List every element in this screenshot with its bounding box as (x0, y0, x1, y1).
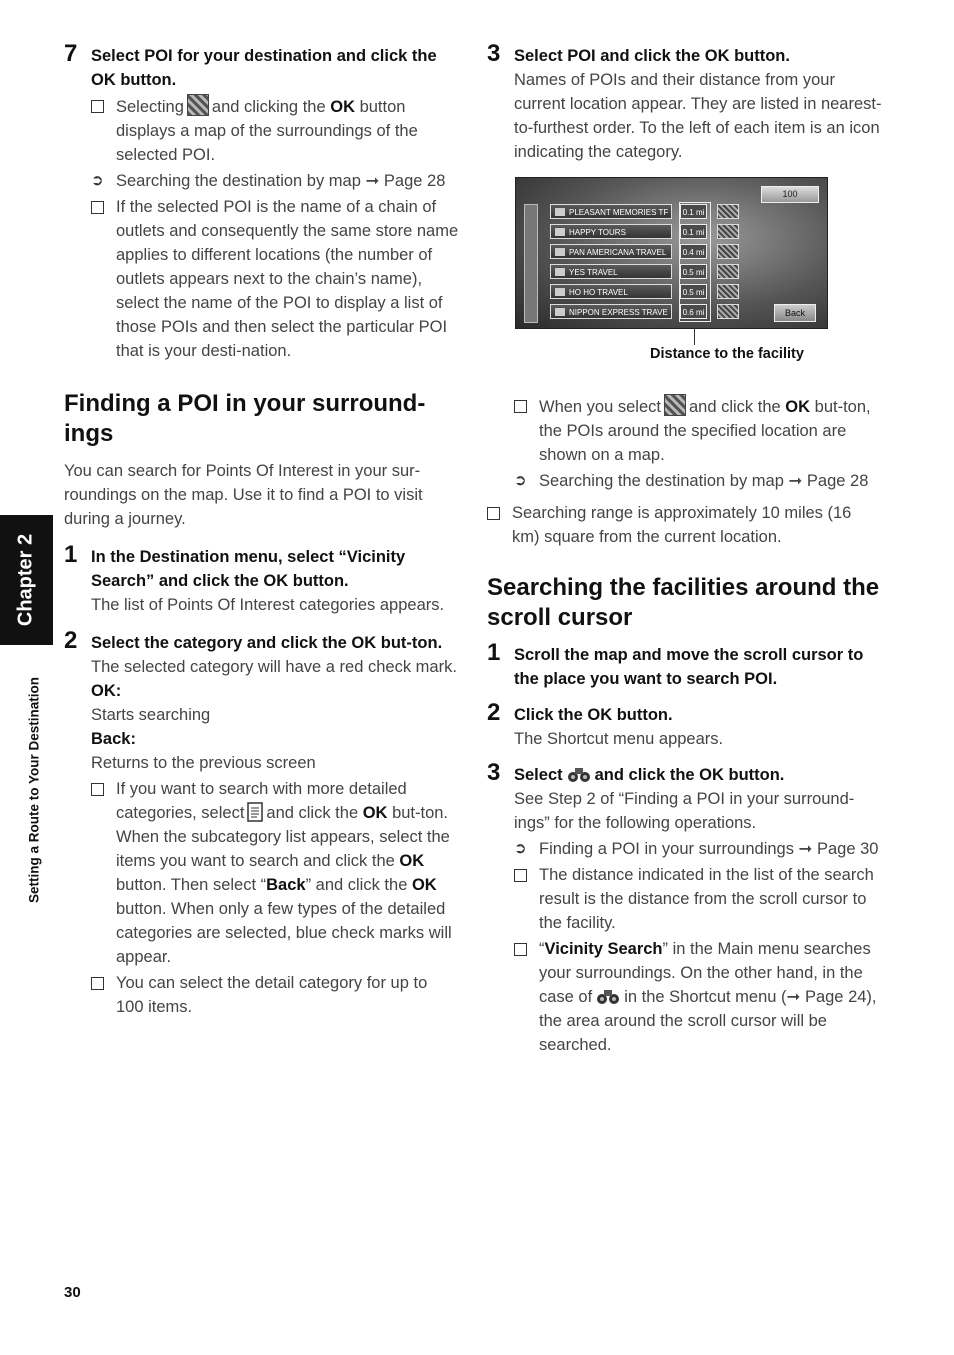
intro-text: You can search for Points Of Interest in your sur-roundings on the map. Use it to find a POI to visit during a journey. (64, 462, 423, 528)
poi-row[interactable] (550, 284, 740, 299)
map-icon[interactable] (717, 244, 739, 259)
step-title: Select POI for your destination and click the OK button. (91, 47, 437, 89)
map-icon[interactable] (717, 264, 739, 279)
category-icon (555, 308, 565, 316)
poi-name[interactable]: HO HO TRAVEL (550, 284, 672, 299)
poi-distance: 0.4 mi (680, 244, 707, 259)
step-3 (487, 40, 882, 164)
poi-row[interactable] (550, 244, 740, 259)
step-number: 3 (487, 40, 501, 67)
poi-row[interactable] (550, 204, 740, 219)
category-icon (555, 228, 565, 236)
note: Selecting and clicking the OK button displays a map of the surroundings of the selected POI. (91, 94, 459, 167)
section-heading: Finding a POI in your surround-ings (64, 390, 426, 447)
step-title: Click the OK button. (514, 706, 673, 724)
note: The distance indicated in the list of the search result is the distance from the scroll cursor to the facility. (514, 863, 882, 935)
category-icon (555, 248, 565, 256)
step-number: 2 (64, 627, 78, 654)
distance-callout: Distance to the facility (650, 346, 804, 362)
result-counter: 100 (761, 186, 819, 203)
back-button[interactable]: Back (774, 304, 816, 322)
scrollbar (524, 204, 538, 323)
step-body: The selected category will have a red check mark. (91, 658, 457, 676)
back-desc: Returns to the previous screen (91, 754, 316, 772)
category-icon (555, 208, 565, 216)
step-1 (487, 639, 882, 691)
arrow-bullet-icon: ➲ (91, 172, 104, 189)
section-label: Setting a Route to Your Destination (26, 676, 42, 904)
arrow-bullet-icon: ➲ (514, 840, 527, 857)
note: If the selected POI is the name of a chain of outlets and consequently the same store name applies to different locations (the number of outlets appears next to the chain’s name), select the name of the POI to display a list of those POIs and then select the particular POI that is your desti-nation. (91, 195, 459, 363)
step-body: Names of POIs and their distance from your current location appear. They are listed in nearest-to-furthest order. To the left of each item is an icon indicating the category. (514, 71, 882, 161)
step-body: The Shortcut menu appears. (514, 730, 724, 748)
step-2 (64, 627, 459, 1019)
note: When you select and click the OK but-ton, the POIs around the specified location are shown on a map. (514, 394, 882, 467)
checkbox-bullet-icon (91, 201, 104, 214)
step-number: 1 (64, 541, 78, 568)
checkbox-bullet-icon (91, 100, 104, 113)
note: ➲ Searching the destination by map ➞ Page 28 (91, 169, 459, 193)
poi-row[interactable] (550, 264, 740, 279)
map-icon (187, 94, 209, 116)
left-column (64, 40, 459, 1029)
poi-name[interactable]: HAPPY TOURS (550, 224, 672, 239)
binoculars-icon (595, 986, 621, 1006)
step-number: 3 (487, 759, 501, 786)
ok-label: OK: (91, 682, 122, 700)
map-icon[interactable] (717, 224, 739, 239)
poi-distance: 0.1 mi (680, 224, 707, 239)
page-number: 30 (64, 1284, 81, 1301)
poi-name[interactable]: PLEASANT MEMORIES TF (550, 204, 672, 219)
step-body: See Step 2 of “Finding a POI in your surround-ings” for the following operations. (514, 790, 855, 832)
note: If you want to search with more detailed categories, select and click the OK but-ton. When the subcategory list appears, select the items you want to search and click the OK button. Then select “Back” and click the OK button. When only a few types of the detailed categories are selected, blue check marks will appear. (91, 777, 459, 969)
step-1 (64, 541, 459, 617)
step-body: The list of Points Of Interest categories appears. (91, 596, 445, 614)
poi-distance: 0.1 mi (680, 204, 707, 219)
checkbox-bullet-icon (91, 783, 104, 796)
step-number: 2 (487, 699, 501, 726)
map-icon[interactable] (717, 304, 739, 319)
step-7 (64, 40, 459, 363)
step-title: In the Destination menu, select “Vicinity Search” and click the OK button. (91, 548, 406, 590)
map-icon[interactable] (717, 204, 739, 219)
section-heading: Searching the facilities around the scroll cursor (487, 574, 880, 631)
poi-name[interactable]: NIPPON EXPRESS TRAVE (550, 304, 672, 319)
step-title: Scroll the map and move the scroll cursor to the place you want to search POI. (514, 646, 864, 688)
poi-list-screenshot (515, 177, 828, 329)
category-icon (555, 288, 565, 296)
checkbox-bullet-icon (91, 977, 104, 990)
poi-name[interactable]: YES TRAVEL (550, 264, 672, 279)
note: ➲ Searching the destination by map ➞ Page 28 (514, 469, 882, 493)
step-title: Select the category and click the OK but-ton. (91, 634, 443, 652)
step-3 (487, 759, 882, 1057)
back-label: Back: (91, 730, 136, 748)
note: “Vicinity Search” in the Main menu searches your surroundings. On the other hand, in the case of in the Shortcut menu (➞ Page 24), the area around the scroll cursor will be searched. (514, 937, 882, 1057)
checkbox-bullet-icon (514, 869, 527, 882)
step-title: Select and click the OK button. (514, 766, 785, 784)
step-title: Select POI and click the OK button. (514, 47, 790, 65)
step-2 (487, 699, 882, 751)
checkbox-bullet-icon (514, 400, 527, 413)
ok-desc: Starts searching (91, 706, 211, 724)
poi-row[interactable] (550, 224, 740, 239)
binoculars-icon (566, 764, 592, 784)
poi-row[interactable] (550, 304, 740, 319)
checkbox-bullet-icon (514, 943, 527, 956)
poi-distance: 0.5 mi (680, 284, 707, 299)
chapter-label: Chapter 2 (14, 533, 37, 627)
step-number: 7 (64, 40, 78, 67)
poi-name[interactable]: PAN AMERICANA TRAVEL (550, 244, 672, 259)
map-icon (664, 394, 686, 416)
note: ➲ Finding a POI in your surroundings ➞ Page 30 (514, 837, 882, 861)
note: You can select the detail category for up to 100 items. (91, 971, 459, 1019)
map-icon[interactable] (717, 284, 739, 299)
step-number: 1 (487, 639, 501, 666)
note: Searching range is approximately 10 miles (16 km) square from the current location. (487, 501, 882, 549)
callout-line (694, 327, 695, 345)
document-list-icon (247, 802, 263, 822)
checkbox-bullet-icon (487, 507, 500, 520)
category-icon (555, 268, 565, 276)
poi-distance: 0.5 mi (680, 264, 707, 279)
arrow-bullet-icon: ➲ (514, 472, 527, 489)
poi-distance: 0.6 mi (680, 304, 707, 319)
